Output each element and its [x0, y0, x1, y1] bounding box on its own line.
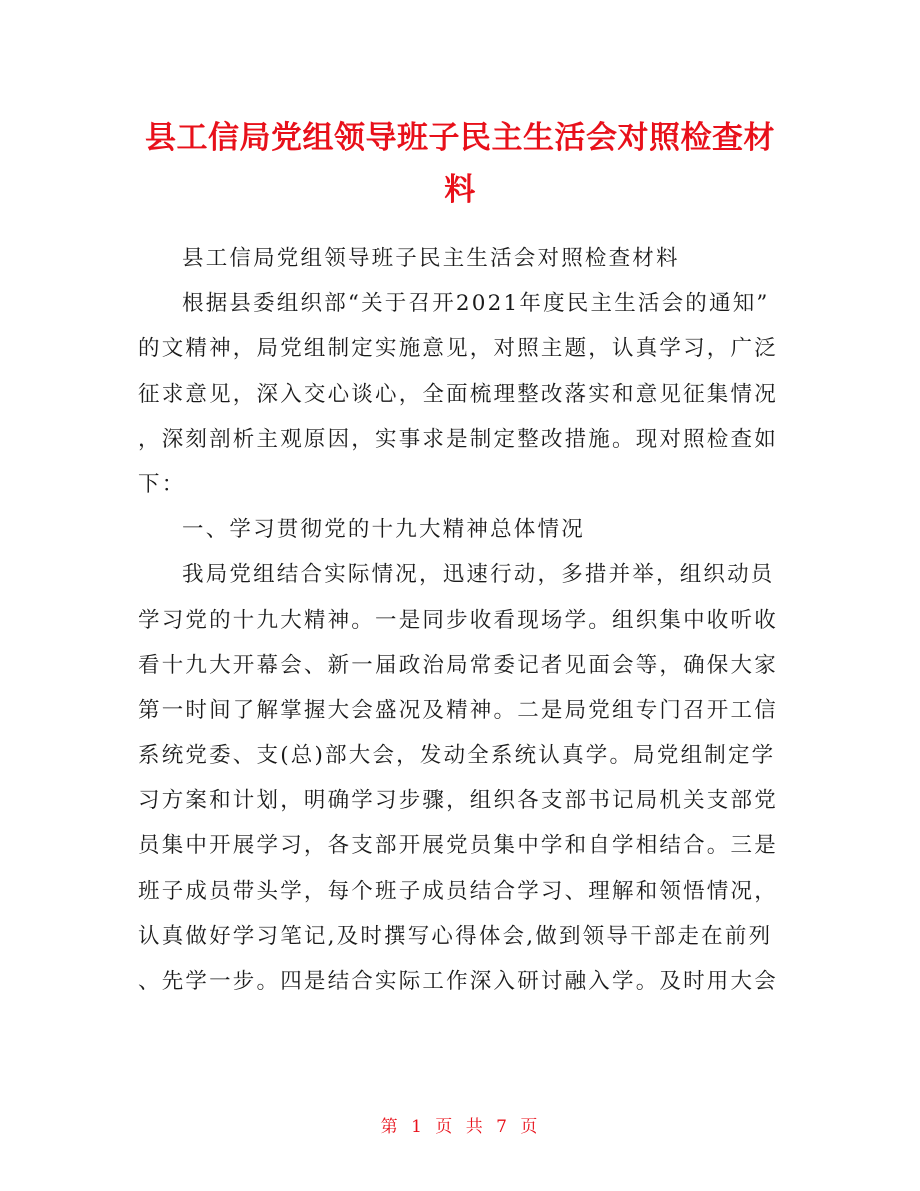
paragraph-line: 看十九大开幕会、新一届政治局常委记者见面会等，确保大家: [138, 652, 778, 678]
paragraph-line: 习方案和计划，明确学习步骤，组织各支部书记局机关支部党: [138, 788, 778, 814]
document-body: [138, 236, 788, 1004]
paragraph-line: 根据县委组织部“关于召开2021年度民主生活会的通知”: [182, 291, 770, 317]
paragraph-line: ，深刻剖析主观原因，实事求是制定整改措施。现对照检查如: [138, 426, 778, 452]
paragraph-line: 员集中开展学习，各支部开展党员集中学和自学相结合。三是: [138, 833, 778, 859]
paragraph-line: 征求意见，深入交心谈心，全面梳理整改落实和意见征集情况: [138, 381, 778, 407]
paragraph-line: 认真做好学习笔记,及时撰写心得体会,做到领导干部走在前列: [138, 923, 773, 949]
paragraph-line: 学习党的十九大精神。一是同步收看现场学。组织集中收听收: [138, 607, 778, 633]
title-line-2: 料: [444, 172, 476, 208]
subtitle-line: 县工信局党组领导班子民主生活会对照检查材料: [182, 246, 680, 271]
paragraph-line: 、先学一步。四是结合实际工作深入研讨融入学。及时用大会: [138, 969, 778, 994]
document-title: [130, 112, 790, 216]
paragraph-line: 下：: [138, 471, 186, 497]
paragraph-line: 系统党委、支(总)部大会，发动全系统认真学。局党组制定学: [138, 743, 776, 769]
paragraph-line: 的文精神，局党组制定实施意见，对照主题，认真学习，广泛: [138, 336, 778, 362]
paragraph-line: 我局党组结合实际情况，迅速行动，多措并举，组织动员: [182, 562, 775, 588]
section-heading: 一、学习贯彻党的十九大精神总体情况: [182, 517, 585, 543]
title-line-1: 县工信局党组领导班子民主生活会对照检查材: [145, 120, 775, 156]
page-number-footer: 第 1 页 共 7 页: [380, 1117, 540, 1137]
paragraph-line: 第一时间了解掌握大会盛况及精神。二是局党组专门召开工信: [138, 697, 778, 723]
paragraph-line: 班子成员带头学，每个班子成员结合学习、理解和领悟情况，: [138, 878, 778, 904]
